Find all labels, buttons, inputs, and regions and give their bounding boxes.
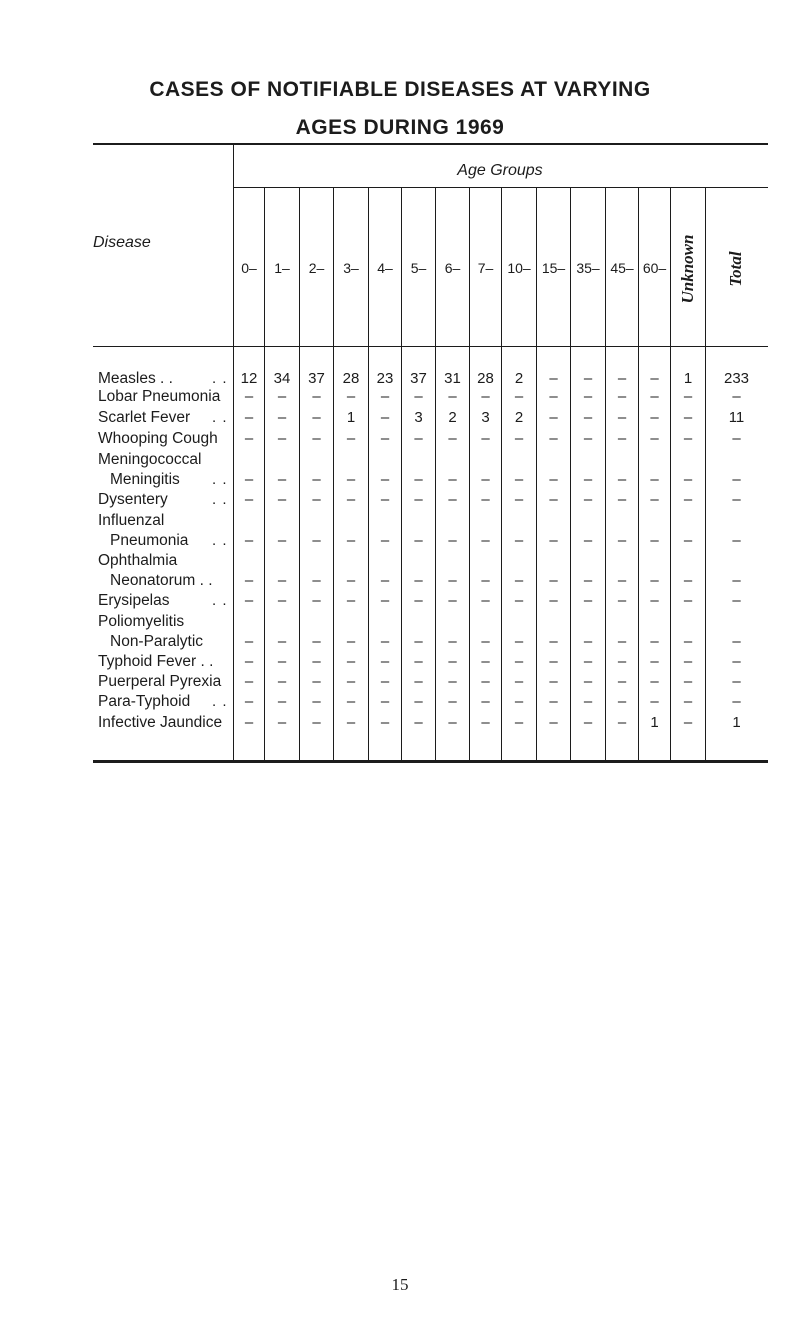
table-cell: – xyxy=(312,471,321,488)
table-cell: – xyxy=(683,532,693,549)
table-cell: – xyxy=(617,471,627,488)
age-column-header: 0– xyxy=(241,260,257,276)
table-cell: – xyxy=(583,409,593,426)
table-cell: – xyxy=(414,491,423,508)
table-cell: – xyxy=(683,633,693,650)
table-cell: – xyxy=(277,409,287,426)
disease-name: Whooping Cough xyxy=(98,430,218,447)
table-cell: – xyxy=(380,532,390,549)
table-cell: – xyxy=(650,673,659,690)
table-cell: – xyxy=(514,471,524,488)
table-cell: 11 xyxy=(728,409,745,426)
table-cell: – xyxy=(414,471,423,488)
table-cell: – xyxy=(277,714,287,731)
table-cell: – xyxy=(683,592,693,609)
table-cell: – xyxy=(312,388,321,405)
table-cell: – xyxy=(481,572,490,589)
table-cell: – xyxy=(549,714,558,731)
table-cell: – xyxy=(549,471,558,488)
leader-dots: . . xyxy=(212,471,228,488)
table-cell: – xyxy=(650,370,659,387)
table-cell: – xyxy=(650,388,659,405)
table-cell: – xyxy=(481,633,490,650)
table-cell: – xyxy=(583,430,593,447)
table-cell: – xyxy=(448,430,457,447)
table-cell: – xyxy=(617,714,627,731)
table-cell: – xyxy=(346,430,356,447)
table-cell: 1 xyxy=(346,409,356,426)
table-cell: – xyxy=(514,673,524,690)
table-cell: – xyxy=(481,673,490,690)
table-cell: – xyxy=(514,532,524,549)
table-cell: – xyxy=(448,633,457,650)
table-cell: – xyxy=(244,633,254,650)
table-cell: – xyxy=(650,653,659,670)
table-cell: – xyxy=(481,693,490,710)
age-column-header: 10– xyxy=(507,260,531,276)
table-cell: – xyxy=(481,430,490,447)
table-cell: – xyxy=(732,471,741,488)
table-cell: – xyxy=(683,471,693,488)
table-cell: – xyxy=(481,714,490,731)
disease-name-continued: Neonatorum . . xyxy=(110,572,213,589)
table-cell: – xyxy=(244,693,254,710)
table-cell: – xyxy=(583,592,593,609)
table-cell: – xyxy=(650,409,659,426)
table-cell: – xyxy=(277,633,287,650)
table-cell: – xyxy=(583,532,593,549)
table-cell: – xyxy=(312,714,321,731)
table-cell: – xyxy=(448,714,457,731)
table-cell: – xyxy=(683,653,693,670)
disease-name: Ophthalmia xyxy=(98,552,178,569)
table-cell: – xyxy=(380,430,390,447)
disease-name: Dysentery xyxy=(98,491,168,508)
table-cell: – xyxy=(346,572,356,589)
age-column-header: 60– xyxy=(642,260,667,276)
table-cell: 37 xyxy=(410,370,427,387)
header-bottom-rule xyxy=(93,346,768,347)
table-cell: – xyxy=(277,388,287,405)
table-cell: – xyxy=(514,572,524,589)
leader-dots: . . xyxy=(212,370,228,387)
table-cell: – xyxy=(346,532,356,549)
table-cell: 12 xyxy=(240,370,258,387)
table-cell: – xyxy=(583,673,593,690)
table-cell: – xyxy=(583,653,593,670)
table-cell: – xyxy=(617,388,627,405)
disease-name: Erysipelas xyxy=(98,592,170,609)
table-cell: – xyxy=(380,572,390,589)
table-cell: – xyxy=(481,388,490,405)
table-cell: – xyxy=(448,693,457,710)
table-cell: – xyxy=(380,491,390,508)
table-cell: – xyxy=(617,409,627,426)
table-cell: – xyxy=(617,592,627,609)
table-cell: – xyxy=(650,471,659,488)
table-cell: – xyxy=(617,572,627,589)
disease-name: Poliomyelitis xyxy=(98,613,185,630)
table-cell: – xyxy=(312,491,321,508)
disease-name: Typhoid Fever . . xyxy=(98,653,214,670)
table-cell: – xyxy=(650,572,659,589)
table-cell: – xyxy=(481,653,490,670)
table-cell: – xyxy=(414,653,423,670)
table-cell: – xyxy=(448,592,457,609)
page-number: 15 xyxy=(391,1275,409,1294)
table-cell: – xyxy=(277,673,287,690)
age-column-header: 7– xyxy=(477,260,494,276)
table-cell: – xyxy=(583,714,593,731)
table-cell: 3 xyxy=(414,409,423,426)
table-cell: – xyxy=(277,532,287,549)
age-column-header: 45– xyxy=(610,260,634,276)
table-cell: – xyxy=(346,673,356,690)
table-cell: – xyxy=(617,532,627,549)
table-cell: – xyxy=(549,673,558,690)
table-cell: – xyxy=(683,409,693,426)
disease-name: Puerperal Pyrexia xyxy=(98,673,222,690)
table-cell: – xyxy=(448,491,457,508)
table-cell: – xyxy=(481,532,490,549)
disease-name: Meningococcal xyxy=(98,451,202,468)
table-cell: – xyxy=(312,532,321,549)
table-cell: – xyxy=(617,491,627,508)
table-cell: – xyxy=(617,633,627,650)
table-cell: – xyxy=(312,430,321,447)
table-cell: – xyxy=(683,673,693,690)
table-cell: – xyxy=(683,430,693,447)
table-cell: – xyxy=(549,572,558,589)
age-column-header: 1– xyxy=(274,260,290,276)
table-cell: – xyxy=(583,471,593,488)
age-column-header: 5– xyxy=(410,260,427,276)
table-cell: – xyxy=(514,633,524,650)
table-cell: – xyxy=(312,673,321,690)
table-cell: – xyxy=(549,592,558,609)
leader-dots: . . xyxy=(212,409,228,426)
table-cell: – xyxy=(683,693,693,710)
table-cell: – xyxy=(514,693,524,710)
table-cell: – xyxy=(617,693,627,710)
table-cell: – xyxy=(617,430,627,447)
table-cell: – xyxy=(244,388,254,405)
table-cell: 2 xyxy=(514,409,524,426)
table-cell: – xyxy=(244,409,254,426)
table-cell: – xyxy=(732,388,741,405)
table-cell: – xyxy=(583,388,593,405)
table-cell: – xyxy=(312,409,321,426)
table-cell: – xyxy=(244,673,254,690)
age-column-header: 35– xyxy=(576,260,600,276)
table-cell: – xyxy=(312,633,321,650)
table-cell: – xyxy=(683,491,693,508)
table-cell: – xyxy=(346,388,356,405)
table-cell: 34 xyxy=(273,370,291,387)
table-cell: – xyxy=(277,471,287,488)
table-cell: – xyxy=(481,491,490,508)
age-column-header: 3– xyxy=(343,260,359,276)
table-cell: – xyxy=(732,491,741,508)
table-cell: – xyxy=(732,430,741,447)
table-cell: – xyxy=(346,693,356,710)
title-line-2: AGES DURING 1969 xyxy=(295,116,505,139)
table-cell: 1 xyxy=(732,714,741,731)
age-column-header: 6– xyxy=(444,260,461,276)
table-cell: – xyxy=(683,572,693,589)
table-cell: – xyxy=(414,693,423,710)
table-cell: – xyxy=(277,491,287,508)
table-cell: – xyxy=(650,633,659,650)
table-cell: – xyxy=(732,693,741,710)
table-cell: – xyxy=(380,633,390,650)
table-cell: – xyxy=(380,653,390,670)
table-cell: – xyxy=(549,430,558,447)
table-cell: – xyxy=(617,370,627,387)
leader-dots: . . xyxy=(212,693,228,710)
table-cell: – xyxy=(244,532,254,549)
table-cell: – xyxy=(380,714,390,731)
table-cell: – xyxy=(414,714,423,731)
table-cell: – xyxy=(346,714,356,731)
table-cell: – xyxy=(380,388,390,405)
table-cell: 2 xyxy=(514,370,524,387)
table-cell: – xyxy=(583,491,593,508)
table-cell: – xyxy=(244,592,254,609)
table-cell: – xyxy=(650,532,659,549)
table-top-rule xyxy=(93,143,768,145)
table-cell: – xyxy=(514,491,524,508)
table-cell: – xyxy=(650,693,659,710)
table-cell: – xyxy=(549,409,558,426)
table-cell: – xyxy=(414,430,423,447)
table-cell: – xyxy=(583,693,593,710)
table-cell: – xyxy=(277,693,287,710)
table-cell: – xyxy=(683,714,693,731)
table-cell: – xyxy=(481,592,490,609)
table-cell: – xyxy=(380,409,390,426)
table-cell: 233 xyxy=(723,370,750,387)
table-cell: – xyxy=(732,633,741,650)
table-cell: – xyxy=(380,673,390,690)
table-cell: – xyxy=(732,592,741,609)
table-cell: – xyxy=(346,633,356,650)
table-cell: – xyxy=(244,471,254,488)
table-cell: – xyxy=(514,714,524,731)
table-cell: – xyxy=(514,592,524,609)
table-cell: – xyxy=(732,572,741,589)
table-cell: – xyxy=(683,388,693,405)
table-cell: – xyxy=(514,388,524,405)
table-cell: – xyxy=(549,633,558,650)
table-cell: – xyxy=(448,572,457,589)
disease-name-continued: Non-Paralytic xyxy=(110,633,204,650)
leader-dots: . . xyxy=(212,592,228,609)
table-cell: 28 xyxy=(342,370,360,387)
table-cell: 1 xyxy=(650,714,659,731)
table-cell: – xyxy=(346,471,356,488)
table-cell: – xyxy=(414,633,423,650)
table-cell: – xyxy=(346,592,356,609)
age-column-header: 4– xyxy=(377,260,393,276)
table-cell: – xyxy=(448,532,457,549)
table-cell: – xyxy=(732,532,741,549)
table-cell: – xyxy=(448,471,457,488)
disease-name: Scarlet Fever xyxy=(98,409,191,426)
disease-name: Lobar Pneumonia xyxy=(98,388,221,405)
table-cell: – xyxy=(380,471,390,488)
total-header: Total xyxy=(726,251,745,287)
disease-name: Measles . . xyxy=(98,370,173,387)
table-cell: – xyxy=(244,491,254,508)
table-cell: – xyxy=(244,714,254,731)
table-cell: – xyxy=(650,491,659,508)
table-cell: – xyxy=(244,572,254,589)
table-cell: – xyxy=(514,430,524,447)
table-cell: – xyxy=(414,592,423,609)
table-cell: 2 xyxy=(448,409,457,426)
table-cell: – xyxy=(414,572,423,589)
table-cell: – xyxy=(549,532,558,549)
disease-name: Para-Typhoid xyxy=(98,693,191,710)
disease-name: Influenzal xyxy=(98,512,165,529)
table-cell: – xyxy=(346,653,356,670)
table-cell: – xyxy=(514,653,524,670)
table-cell: – xyxy=(617,653,627,670)
table-cell: 37 xyxy=(308,370,325,387)
table-cell: – xyxy=(549,388,558,405)
table-cell: – xyxy=(549,653,558,670)
table-cell: 23 xyxy=(376,370,394,387)
age-column-header: 2– xyxy=(308,260,325,276)
table-cell: 28 xyxy=(477,370,494,387)
table-cell: – xyxy=(346,491,356,508)
table-cell: – xyxy=(448,653,457,670)
title-line-1: CASES OF NOTIFIABLE DISEASES AT VARYING xyxy=(149,78,651,101)
leader-dots: . . xyxy=(212,532,228,549)
table-cell: – xyxy=(277,592,287,609)
table-cell: – xyxy=(312,693,321,710)
table-cell: – xyxy=(277,430,287,447)
table-cell: – xyxy=(380,693,390,710)
table-cell: – xyxy=(277,572,287,589)
table-cell: – xyxy=(650,592,659,609)
table-cell: – xyxy=(583,572,593,589)
table-cell: 3 xyxy=(481,409,490,426)
table-cell: – xyxy=(312,572,321,589)
table-cell: – xyxy=(414,673,423,690)
age-groups-header: Age Groups xyxy=(457,162,543,179)
age-column-header: 15– xyxy=(541,260,566,276)
table-cell: 1 xyxy=(683,370,693,387)
unknown-header: Unknown xyxy=(677,234,697,304)
table-cell: – xyxy=(244,653,254,670)
table-cell: – xyxy=(481,471,490,488)
table-cell: – xyxy=(617,673,627,690)
table-cell: – xyxy=(312,653,321,670)
table-cell: – xyxy=(583,370,593,387)
table-cell: – xyxy=(448,673,457,690)
table-cell: – xyxy=(312,592,321,609)
leader-dots: . . xyxy=(212,491,228,508)
table-cell: – xyxy=(448,388,457,405)
disease-name-continued: Meningitis xyxy=(110,471,180,488)
table-cell: – xyxy=(380,592,390,609)
table-cell: – xyxy=(732,653,741,670)
disease-header: Disease xyxy=(93,234,151,251)
table-cell: – xyxy=(732,673,741,690)
table-cell: 31 xyxy=(444,370,461,387)
table-bottom-rule xyxy=(93,760,768,763)
table-cell: – xyxy=(277,653,287,670)
table-cell: – xyxy=(414,532,423,549)
table-cell: – xyxy=(244,430,254,447)
table-cell: – xyxy=(414,388,423,405)
table-cell: – xyxy=(549,370,558,387)
table-cell: – xyxy=(549,693,558,710)
table-cell: – xyxy=(650,430,659,447)
table-cell: – xyxy=(549,491,558,508)
disease-name: Infective Jaundice xyxy=(98,714,223,731)
table-cell: – xyxy=(583,633,593,650)
disease-name-continued: Pneumonia xyxy=(110,532,189,549)
